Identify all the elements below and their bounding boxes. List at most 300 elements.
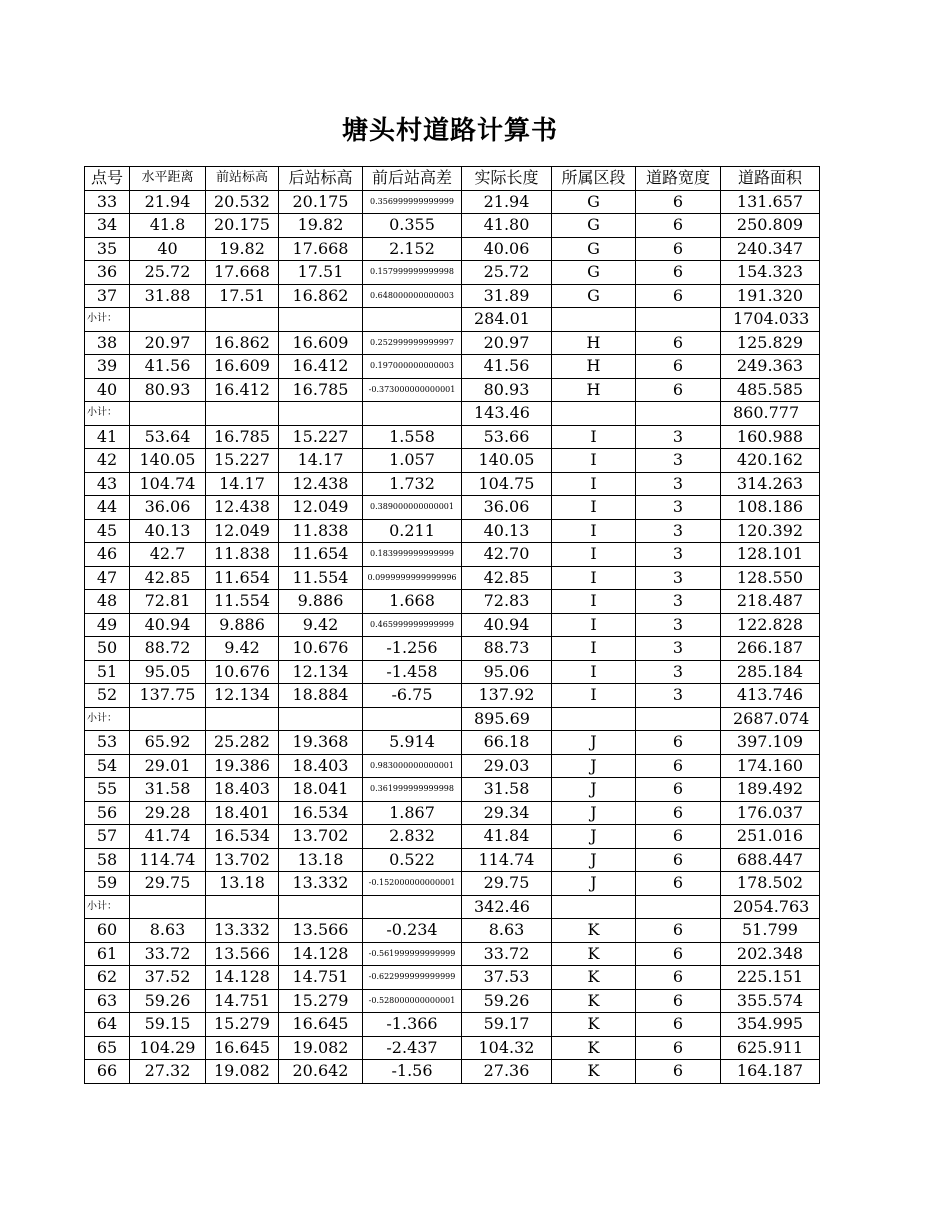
- cell-front-elevation: 17.668: [206, 261, 279, 285]
- cell-horizontal-distance: 31.88: [130, 284, 206, 308]
- cell-back-elevation: 11.554: [279, 566, 363, 590]
- cell-road-width: 3: [636, 472, 721, 496]
- cell-road-area: 128.101: [721, 543, 820, 567]
- header-section: 所属区段: [552, 167, 636, 191]
- empty-cell-elevation-diff: [363, 308, 462, 332]
- empty-cell-back-elevation: [279, 308, 363, 332]
- cell-elevation-diff: 0.183999999999999: [363, 543, 462, 567]
- table-row: [85, 1036, 820, 1060]
- cell-section: K: [552, 989, 636, 1013]
- empty-cell-front-elevation: [206, 707, 279, 731]
- cell-elevation-diff: -1.458: [363, 660, 462, 684]
- cell-front-elevation: 16.412: [206, 378, 279, 402]
- cell-road-area: 164.187: [721, 1060, 820, 1084]
- subtotal-length: 342.46: [462, 895, 552, 919]
- table-row: [85, 519, 820, 543]
- cell-actual-length: 29.03: [462, 754, 552, 778]
- cell-horizontal-distance: 40.94: [130, 613, 206, 637]
- cell-back-elevation: 19.368: [279, 731, 363, 755]
- cell-back-elevation: 12.438: [279, 472, 363, 496]
- cell-road-area: 189.492: [721, 778, 820, 802]
- cell-horizontal-distance: 65.92: [130, 731, 206, 755]
- cell-road-width: 6: [636, 214, 721, 238]
- cell-road-area: 355.574: [721, 989, 820, 1013]
- cell-back-elevation: 17.668: [279, 237, 363, 261]
- cell-back-elevation: 12.134: [279, 660, 363, 684]
- cell-road-area: 266.187: [721, 637, 820, 661]
- cell-actual-length: 37.53: [462, 966, 552, 990]
- empty-cell-road-width: [636, 308, 721, 332]
- table-row: [85, 801, 820, 825]
- cell-horizontal-distance: 59.15: [130, 1013, 206, 1037]
- subtotal-label: 小计：: [85, 707, 130, 731]
- cell-actual-length: 66.18: [462, 731, 552, 755]
- subtotal-area: 2687.074: [721, 707, 820, 731]
- cell-section: I: [552, 472, 636, 496]
- cell-actual-length: 40.94: [462, 613, 552, 637]
- cell-road-width: 3: [636, 637, 721, 661]
- header-front-elevation: 前站标高: [206, 167, 279, 191]
- table-row: [85, 425, 820, 449]
- cell-road-width: 3: [636, 519, 721, 543]
- cell-front-elevation: 18.403: [206, 778, 279, 802]
- table-row: [85, 778, 820, 802]
- cell-front-elevation: 15.279: [206, 1013, 279, 1037]
- cell-road-area: 51.799: [721, 919, 820, 943]
- cell-elevation-diff: 0.0999999999999996: [363, 566, 462, 590]
- cell-horizontal-distance: 95.05: [130, 660, 206, 684]
- cell-section: J: [552, 872, 636, 896]
- cell-back-elevation: 16.534: [279, 801, 363, 825]
- cell-elevation-diff: 0.465999999999999: [363, 613, 462, 637]
- cell-road-area: 202.348: [721, 942, 820, 966]
- cell-section: G: [552, 261, 636, 285]
- cell-back-elevation: 16.862: [279, 284, 363, 308]
- empty-cell-section: [552, 895, 636, 919]
- cell-road-area: 191.320: [721, 284, 820, 308]
- empty-cell-road-width: [636, 707, 721, 731]
- cell-horizontal-distance: 72.81: [130, 590, 206, 614]
- empty-cell-road-width: [636, 402, 721, 426]
- cell-point: 33: [85, 190, 130, 214]
- cell-road-width: 3: [636, 566, 721, 590]
- cell-elevation-diff: -0.561999999999999: [363, 942, 462, 966]
- cell-elevation-diff: 0.983000000000001: [363, 754, 462, 778]
- cell-section: J: [552, 801, 636, 825]
- cell-horizontal-distance: 41.56: [130, 355, 206, 379]
- cell-front-elevation: 19.82: [206, 237, 279, 261]
- header-point: 点号: [85, 167, 130, 191]
- cell-road-area: 178.502: [721, 872, 820, 896]
- cell-elevation-diff: 0.522: [363, 848, 462, 872]
- cell-road-area: 225.151: [721, 966, 820, 990]
- cell-elevation-diff: -6.75: [363, 684, 462, 708]
- cell-back-elevation: 15.227: [279, 425, 363, 449]
- cell-section: G: [552, 214, 636, 238]
- cell-elevation-diff: 0.197000000000003: [363, 355, 462, 379]
- table-row: [85, 872, 820, 896]
- cell-elevation-diff: 0.157999999999998: [363, 261, 462, 285]
- cell-actual-length: 88.73: [462, 637, 552, 661]
- cell-horizontal-distance: 88.72: [130, 637, 206, 661]
- subtotal-row: [85, 308, 820, 332]
- cell-horizontal-distance: 41.8: [130, 214, 206, 238]
- cell-actual-length: 95.06: [462, 660, 552, 684]
- header-row: [85, 167, 820, 191]
- table-row: [85, 355, 820, 379]
- cell-elevation-diff: 1.732: [363, 472, 462, 496]
- cell-road-area: 160.988: [721, 425, 820, 449]
- header-elevation-diff: 前后站高差: [363, 167, 462, 191]
- cell-section: I: [552, 519, 636, 543]
- empty-cell-section: [552, 308, 636, 332]
- subtotal-label: 小计：: [85, 402, 130, 426]
- subtotal-row: [85, 707, 820, 731]
- cell-section: G: [552, 237, 636, 261]
- cell-point: 37: [85, 284, 130, 308]
- cell-road-width: 3: [636, 684, 721, 708]
- table-row: [85, 566, 820, 590]
- cell-section: I: [552, 637, 636, 661]
- cell-actual-length: 36.06: [462, 496, 552, 520]
- cell-road-width: 3: [636, 613, 721, 637]
- cell-elevation-diff: 0.356999999999999: [363, 190, 462, 214]
- cell-front-elevation: 15.227: [206, 449, 279, 473]
- cell-actual-length: 8.63: [462, 919, 552, 943]
- cell-section: J: [552, 778, 636, 802]
- cell-back-elevation: 13.18: [279, 848, 363, 872]
- cell-horizontal-distance: 27.32: [130, 1060, 206, 1084]
- cell-actual-length: 31.89: [462, 284, 552, 308]
- empty-cell-back-elevation: [279, 402, 363, 426]
- cell-back-elevation: 18.884: [279, 684, 363, 708]
- cell-road-width: 6: [636, 989, 721, 1013]
- cell-actual-length: 53.66: [462, 425, 552, 449]
- cell-front-elevation: 16.609: [206, 355, 279, 379]
- cell-front-elevation: 17.51: [206, 284, 279, 308]
- cell-horizontal-distance: 37.52: [130, 966, 206, 990]
- empty-cell-back-elevation: [279, 895, 363, 919]
- cell-section: H: [552, 355, 636, 379]
- cell-point: 65: [85, 1036, 130, 1060]
- cell-front-elevation: 19.082: [206, 1060, 279, 1084]
- cell-section: J: [552, 825, 636, 849]
- cell-point: 43: [85, 472, 130, 496]
- cell-section: K: [552, 1036, 636, 1060]
- cell-actual-length: 72.83: [462, 590, 552, 614]
- cell-front-elevation: 16.862: [206, 331, 279, 355]
- cell-front-elevation: 14.128: [206, 966, 279, 990]
- cell-section: K: [552, 919, 636, 943]
- cell-road-area: 125.829: [721, 331, 820, 355]
- cell-back-elevation: 10.676: [279, 637, 363, 661]
- cell-actual-length: 21.94: [462, 190, 552, 214]
- road-calculation-table: [84, 166, 820, 1084]
- cell-horizontal-distance: 33.72: [130, 942, 206, 966]
- cell-road-area: 120.392: [721, 519, 820, 543]
- cell-actual-length: 59.17: [462, 1013, 552, 1037]
- cell-point: 34: [85, 214, 130, 238]
- cell-elevation-diff: 2.152: [363, 237, 462, 261]
- cell-road-width: 6: [636, 284, 721, 308]
- cell-road-area: 249.363: [721, 355, 820, 379]
- subtotal-label: 小计：: [85, 308, 130, 332]
- cell-back-elevation: 18.041: [279, 778, 363, 802]
- cell-point: 59: [85, 872, 130, 896]
- cell-actual-length: 140.05: [462, 449, 552, 473]
- table-row: [85, 590, 820, 614]
- cell-horizontal-distance: 59.26: [130, 989, 206, 1013]
- cell-road-area: 154.323: [721, 261, 820, 285]
- cell-section: I: [552, 543, 636, 567]
- cell-point: 58: [85, 848, 130, 872]
- cell-actual-length: 40.06: [462, 237, 552, 261]
- subtotal-area: 2054.763: [721, 895, 820, 919]
- cell-point: 60: [85, 919, 130, 943]
- cell-front-elevation: 10.676: [206, 660, 279, 684]
- cell-back-elevation: 20.175: [279, 190, 363, 214]
- cell-road-area: 285.184: [721, 660, 820, 684]
- cell-elevation-diff: 0.211: [363, 519, 462, 543]
- table-row: [85, 825, 820, 849]
- table-row: [85, 261, 820, 285]
- cell-horizontal-distance: 114.74: [130, 848, 206, 872]
- cell-road-width: 3: [636, 590, 721, 614]
- cell-road-area: 251.016: [721, 825, 820, 849]
- cell-road-width: 6: [636, 966, 721, 990]
- empty-cell-road-width: [636, 895, 721, 919]
- cell-section: I: [552, 660, 636, 684]
- cell-elevation-diff: -0.373000000000001: [363, 378, 462, 402]
- cell-horizontal-distance: 20.97: [130, 331, 206, 355]
- cell-elevation-diff: 0.648000000000003: [363, 284, 462, 308]
- cell-front-elevation: 20.532: [206, 190, 279, 214]
- empty-cell-section: [552, 707, 636, 731]
- cell-road-width: 6: [636, 331, 721, 355]
- cell-section: I: [552, 449, 636, 473]
- header-back-elevation: 后站标高: [279, 167, 363, 191]
- subtotal-row: [85, 895, 820, 919]
- cell-point: 38: [85, 331, 130, 355]
- cell-elevation-diff: -0.152000000000001: [363, 872, 462, 896]
- cell-front-elevation: 11.838: [206, 543, 279, 567]
- cell-front-elevation: 18.401: [206, 801, 279, 825]
- cell-front-elevation: 16.785: [206, 425, 279, 449]
- cell-point: 41: [85, 425, 130, 449]
- cell-section: K: [552, 942, 636, 966]
- cell-road-width: 6: [636, 848, 721, 872]
- cell-road-width: 6: [636, 919, 721, 943]
- cell-front-elevation: 16.645: [206, 1036, 279, 1060]
- cell-road-area: 413.746: [721, 684, 820, 708]
- cell-road-area: 240.347: [721, 237, 820, 261]
- empty-cell-horizontal-distance: [130, 308, 206, 332]
- cell-horizontal-distance: 21.94: [130, 190, 206, 214]
- cell-road-width: 3: [636, 543, 721, 567]
- table-row: [85, 1060, 820, 1084]
- page-title: 塘头村道路计算书: [341, 116, 558, 146]
- cell-horizontal-distance: 25.72: [130, 261, 206, 285]
- empty-cell-horizontal-distance: [130, 895, 206, 919]
- table-row: [85, 966, 820, 990]
- cell-point: 56: [85, 801, 130, 825]
- cell-section: I: [552, 684, 636, 708]
- cell-elevation-diff: 1.867: [363, 801, 462, 825]
- cell-actual-length: 27.36: [462, 1060, 552, 1084]
- cell-actual-length: 104.32: [462, 1036, 552, 1060]
- cell-actual-length: 59.26: [462, 989, 552, 1013]
- cell-horizontal-distance: 137.75: [130, 684, 206, 708]
- cell-front-elevation: 11.654: [206, 566, 279, 590]
- cell-road-width: 3: [636, 425, 721, 449]
- table-row: [85, 331, 820, 355]
- cell-actual-length: 40.13: [462, 519, 552, 543]
- cell-point: 36: [85, 261, 130, 285]
- table-row: [85, 543, 820, 567]
- cell-elevation-diff: -2.437: [363, 1036, 462, 1060]
- cell-point: 63: [85, 989, 130, 1013]
- cell-road-width: 3: [636, 449, 721, 473]
- cell-front-elevation: 12.134: [206, 684, 279, 708]
- cell-horizontal-distance: 41.74: [130, 825, 206, 849]
- subtotal-area: 860.777: [721, 402, 820, 426]
- cell-section: H: [552, 378, 636, 402]
- cell-section: I: [552, 590, 636, 614]
- cell-road-area: 354.995: [721, 1013, 820, 1037]
- cell-elevation-diff: -0.234: [363, 919, 462, 943]
- cell-section: I: [552, 566, 636, 590]
- cell-horizontal-distance: 29.01: [130, 754, 206, 778]
- cell-point: 64: [85, 1013, 130, 1037]
- table-row: [85, 378, 820, 402]
- cell-actual-length: 29.34: [462, 801, 552, 825]
- cell-road-width: 6: [636, 190, 721, 214]
- cell-horizontal-distance: 29.75: [130, 872, 206, 896]
- cell-actual-length: 114.74: [462, 848, 552, 872]
- cell-horizontal-distance: 40.13: [130, 519, 206, 543]
- cell-road-width: 6: [636, 872, 721, 896]
- cell-back-elevation: 16.785: [279, 378, 363, 402]
- cell-road-area: 218.487: [721, 590, 820, 614]
- header-horizontal-distance: 水平距离: [130, 167, 206, 191]
- cell-section: J: [552, 754, 636, 778]
- cell-point: 51: [85, 660, 130, 684]
- cell-point: 52: [85, 684, 130, 708]
- cell-elevation-diff: 0.361999999999998: [363, 778, 462, 802]
- cell-road-width: 6: [636, 778, 721, 802]
- cell-road-width: 6: [636, 825, 721, 849]
- empty-cell-horizontal-distance: [130, 707, 206, 731]
- cell-road-width: 6: [636, 355, 721, 379]
- cell-actual-length: 41.84: [462, 825, 552, 849]
- cell-elevation-diff: 0.389000000000001: [363, 496, 462, 520]
- cell-point: 46: [85, 543, 130, 567]
- cell-front-elevation: 9.42: [206, 637, 279, 661]
- cell-front-elevation: 14.751: [206, 989, 279, 1013]
- cell-horizontal-distance: 53.64: [130, 425, 206, 449]
- cell-front-elevation: 12.438: [206, 496, 279, 520]
- cell-point: 50: [85, 637, 130, 661]
- cell-road-area: 128.550: [721, 566, 820, 590]
- cell-point: 61: [85, 942, 130, 966]
- subtotal-row: [85, 402, 820, 426]
- cell-actual-length: 29.75: [462, 872, 552, 896]
- subtotal-area: 1704.033: [721, 308, 820, 332]
- cell-section: K: [552, 966, 636, 990]
- cell-back-elevation: 9.886: [279, 590, 363, 614]
- cell-road-area: 397.109: [721, 731, 820, 755]
- table-row: [85, 214, 820, 238]
- cell-elevation-diff: 1.558: [363, 425, 462, 449]
- cell-section: J: [552, 848, 636, 872]
- cell-point: 35: [85, 237, 130, 261]
- cell-front-elevation: 13.18: [206, 872, 279, 896]
- cell-point: 49: [85, 613, 130, 637]
- cell-horizontal-distance: 31.58: [130, 778, 206, 802]
- cell-horizontal-distance: 42.85: [130, 566, 206, 590]
- empty-cell-elevation-diff: [363, 402, 462, 426]
- empty-cell-horizontal-distance: [130, 402, 206, 426]
- cell-section: H: [552, 331, 636, 355]
- cell-road-width: 6: [636, 754, 721, 778]
- cell-actual-length: 33.72: [462, 942, 552, 966]
- table-row: [85, 190, 820, 214]
- subtotal-length: 143.46: [462, 402, 552, 426]
- cell-road-area: 420.162: [721, 449, 820, 473]
- table-row: [85, 237, 820, 261]
- cell-road-area: 108.186: [721, 496, 820, 520]
- cell-horizontal-distance: 8.63: [130, 919, 206, 943]
- cell-front-elevation: 11.554: [206, 590, 279, 614]
- table-row: [85, 660, 820, 684]
- cell-road-area: 688.447: [721, 848, 820, 872]
- cell-point: 45: [85, 519, 130, 543]
- cell-elevation-diff: -0.528000000000001: [363, 989, 462, 1013]
- cell-road-area: 625.911: [721, 1036, 820, 1060]
- cell-horizontal-distance: 80.93: [130, 378, 206, 402]
- cell-point: 42: [85, 449, 130, 473]
- cell-road-area: 131.657: [721, 190, 820, 214]
- cell-back-elevation: 19.82: [279, 214, 363, 238]
- cell-road-width: 6: [636, 801, 721, 825]
- cell-back-elevation: 15.279: [279, 989, 363, 1013]
- cell-back-elevation: 14.751: [279, 966, 363, 990]
- cell-back-elevation: 17.51: [279, 261, 363, 285]
- cell-actual-length: 20.97: [462, 331, 552, 355]
- cell-back-elevation: 13.566: [279, 919, 363, 943]
- table-row: [85, 496, 820, 520]
- cell-elevation-diff: 1.057: [363, 449, 462, 473]
- cell-road-width: 6: [636, 1060, 721, 1084]
- cell-front-elevation: 13.566: [206, 942, 279, 966]
- cell-elevation-diff: 0.355: [363, 214, 462, 238]
- cell-horizontal-distance: 42.7: [130, 543, 206, 567]
- cell-section: G: [552, 190, 636, 214]
- cell-section: G: [552, 284, 636, 308]
- cell-elevation-diff: -1.256: [363, 637, 462, 661]
- cell-back-elevation: 9.42: [279, 613, 363, 637]
- header-road-area: 道路面积: [721, 167, 820, 191]
- cell-back-elevation: 12.049: [279, 496, 363, 520]
- cell-front-elevation: 19.386: [206, 754, 279, 778]
- cell-horizontal-distance: 40: [130, 237, 206, 261]
- cell-point: 48: [85, 590, 130, 614]
- empty-cell-front-elevation: [206, 308, 279, 332]
- cell-back-elevation: 20.642: [279, 1060, 363, 1084]
- empty-cell-front-elevation: [206, 402, 279, 426]
- table-row: [85, 919, 820, 943]
- cell-road-width: 6: [636, 1013, 721, 1037]
